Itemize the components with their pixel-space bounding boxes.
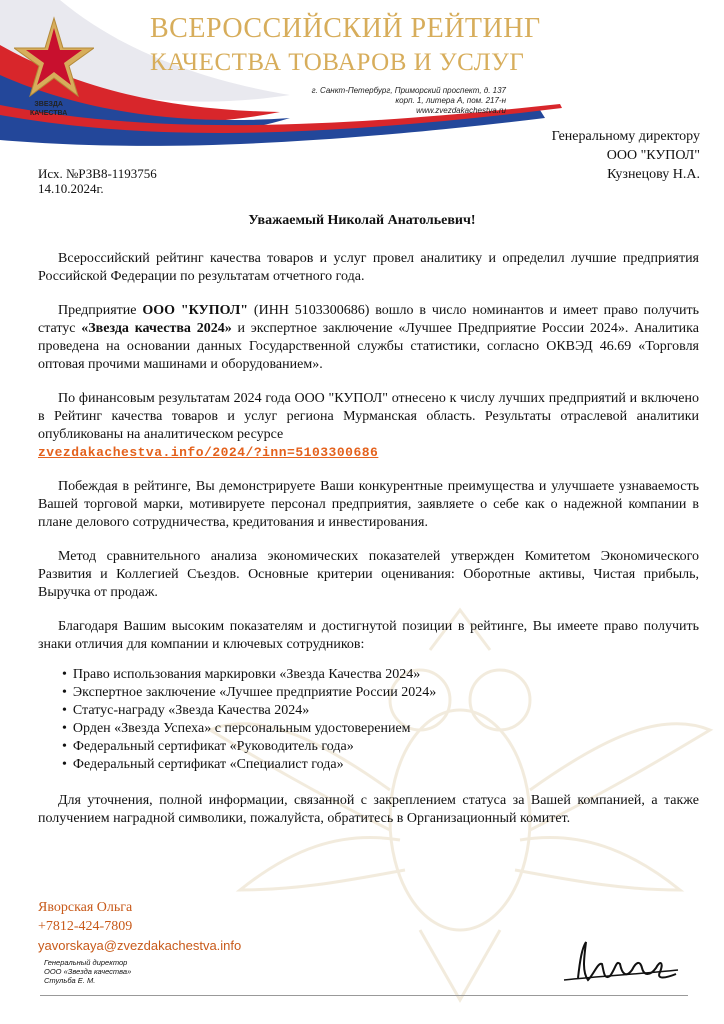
website-link[interactable]: www.zvezdakachestva.ru: [416, 106, 506, 115]
footer-divider: [40, 995, 688, 996]
greeting: Уважаемый Николай Анатольевич!: [248, 213, 476, 228]
outgoing-number-block: [38, 166, 157, 196]
contact-name: Яворская Ольга: [38, 900, 133, 915]
contact-block: [38, 898, 241, 955]
paragraph-2: Предприятие ООО "КУПОЛ" (ИНН 5103300686) вошло в число номинантов и имеет право получить статус «Звезда качества 2024» и экспертное заключение «Лучшее Предприятие России 2024». Аналитика проведена на основании данных Государственной службы статистики, согласно ОКВЭД 46.69 «Торговля оптовая прочими машинами и оборудованием».: [38, 303, 700, 372]
contact-phone[interactable]: +7812-424-7809: [38, 919, 133, 934]
paragraph-6: Благодаря Вашим высоким показателям и достигнутой позиции в рейтинге, Вы имеете право получить знаки отличия для компании и ключевых сотрудников:: [38, 619, 699, 652]
signature-icon: [560, 930, 680, 990]
paragraph-5: Метод сравнительного анализа экономических показателей утвержден Комитетом Экономического Развития и Коллегией Съездов. Основные критерии оценивания: Оборотные активы, Чистая прибыль, Выручка от продаж.: [38, 549, 699, 600]
paragraph-3: По финансовым результатам 2024 года ООО "КУПОЛ" отнесено к числу лучших предприятий и включено в Рейтинг качества товаров и услуг региона Мурманская область. Результаты отраслевой аналитики опубликованы на аналитическом ресурсе zvezdakachestva.info/2024/?inn=5103300686: [38, 391, 699, 460]
list-item: • Федеральный сертификат «Руководитель года»: [62, 738, 699, 756]
brand-title-line2: КАЧЕСТВА ТОВАРОВ И УСЛУГ: [150, 49, 525, 76]
results-link[interactable]: zvezdakachestva.info/2024/?inn=5103300686: [38, 445, 379, 460]
outgoing-date: 14.10.2024г.: [38, 181, 104, 196]
list-item: • Экспертное заключение «Лучшее предприятие России 2024»: [62, 684, 699, 702]
brand-title-line1: ВСЕРОССИЙСКИЙ РЕЙТИНГ: [150, 13, 541, 44]
outgoing-number: Исх. №РЗВ8-1193756: [38, 166, 157, 181]
list-item: • Статус-награду «Звезда Качества 2024»: [62, 702, 699, 720]
awards-list: [62, 666, 699, 774]
letter-body: [38, 250, 699, 828]
list-item: • Право использования маркировки «Звезда Качества 2024»: [62, 666, 699, 684]
signer-block: Генеральный директор ООО «Звезда качества» Стульба Е. М.: [44, 958, 132, 985]
company-address: г. Санкт-Петербург, Приморский проспект, д. 137 корп. 1, литера А, пом. 217-н www.zvezdakachestva.ru: [311, 86, 506, 115]
contact-email[interactable]: yavorskaya@zvezdakachestva.info: [38, 938, 242, 953]
paragraph-1: Всероссийский рейтинг качества товаров и услуг провел аналитику и определил лучшие предприятия Российской Федерации по результатам отчетного года.: [38, 251, 699, 284]
recipient-block: Генеральному директору ООО "КУПОЛ" Кузнецову Н.А.: [551, 129, 700, 182]
logo-caption: ЗВЕЗДА КАЧЕСТВА: [30, 101, 68, 117]
paragraph-7: Для уточнения, полной информации, связанной с закреплением статуса за Вашей компанией, а также получением наградной символики, пожалуйста, обратитесь в Организационный комитет.: [38, 793, 699, 826]
list-item: • Орден «Звезда Успеха» с персональным удостоверением: [62, 720, 699, 738]
list-item: • Федеральный сертификат «Специалист года»: [62, 756, 699, 774]
paragraph-4: Побеждая в рейтинге, Вы демонстрируете Ваши конкурентные преимущества и улучшаете узнаваемость Вашей торговой марки, мотивируете персонал предприятия, заявляете о себе как о надежной компании в плане делового сотрудничества, кредитования и инвестирования.: [38, 479, 699, 530]
